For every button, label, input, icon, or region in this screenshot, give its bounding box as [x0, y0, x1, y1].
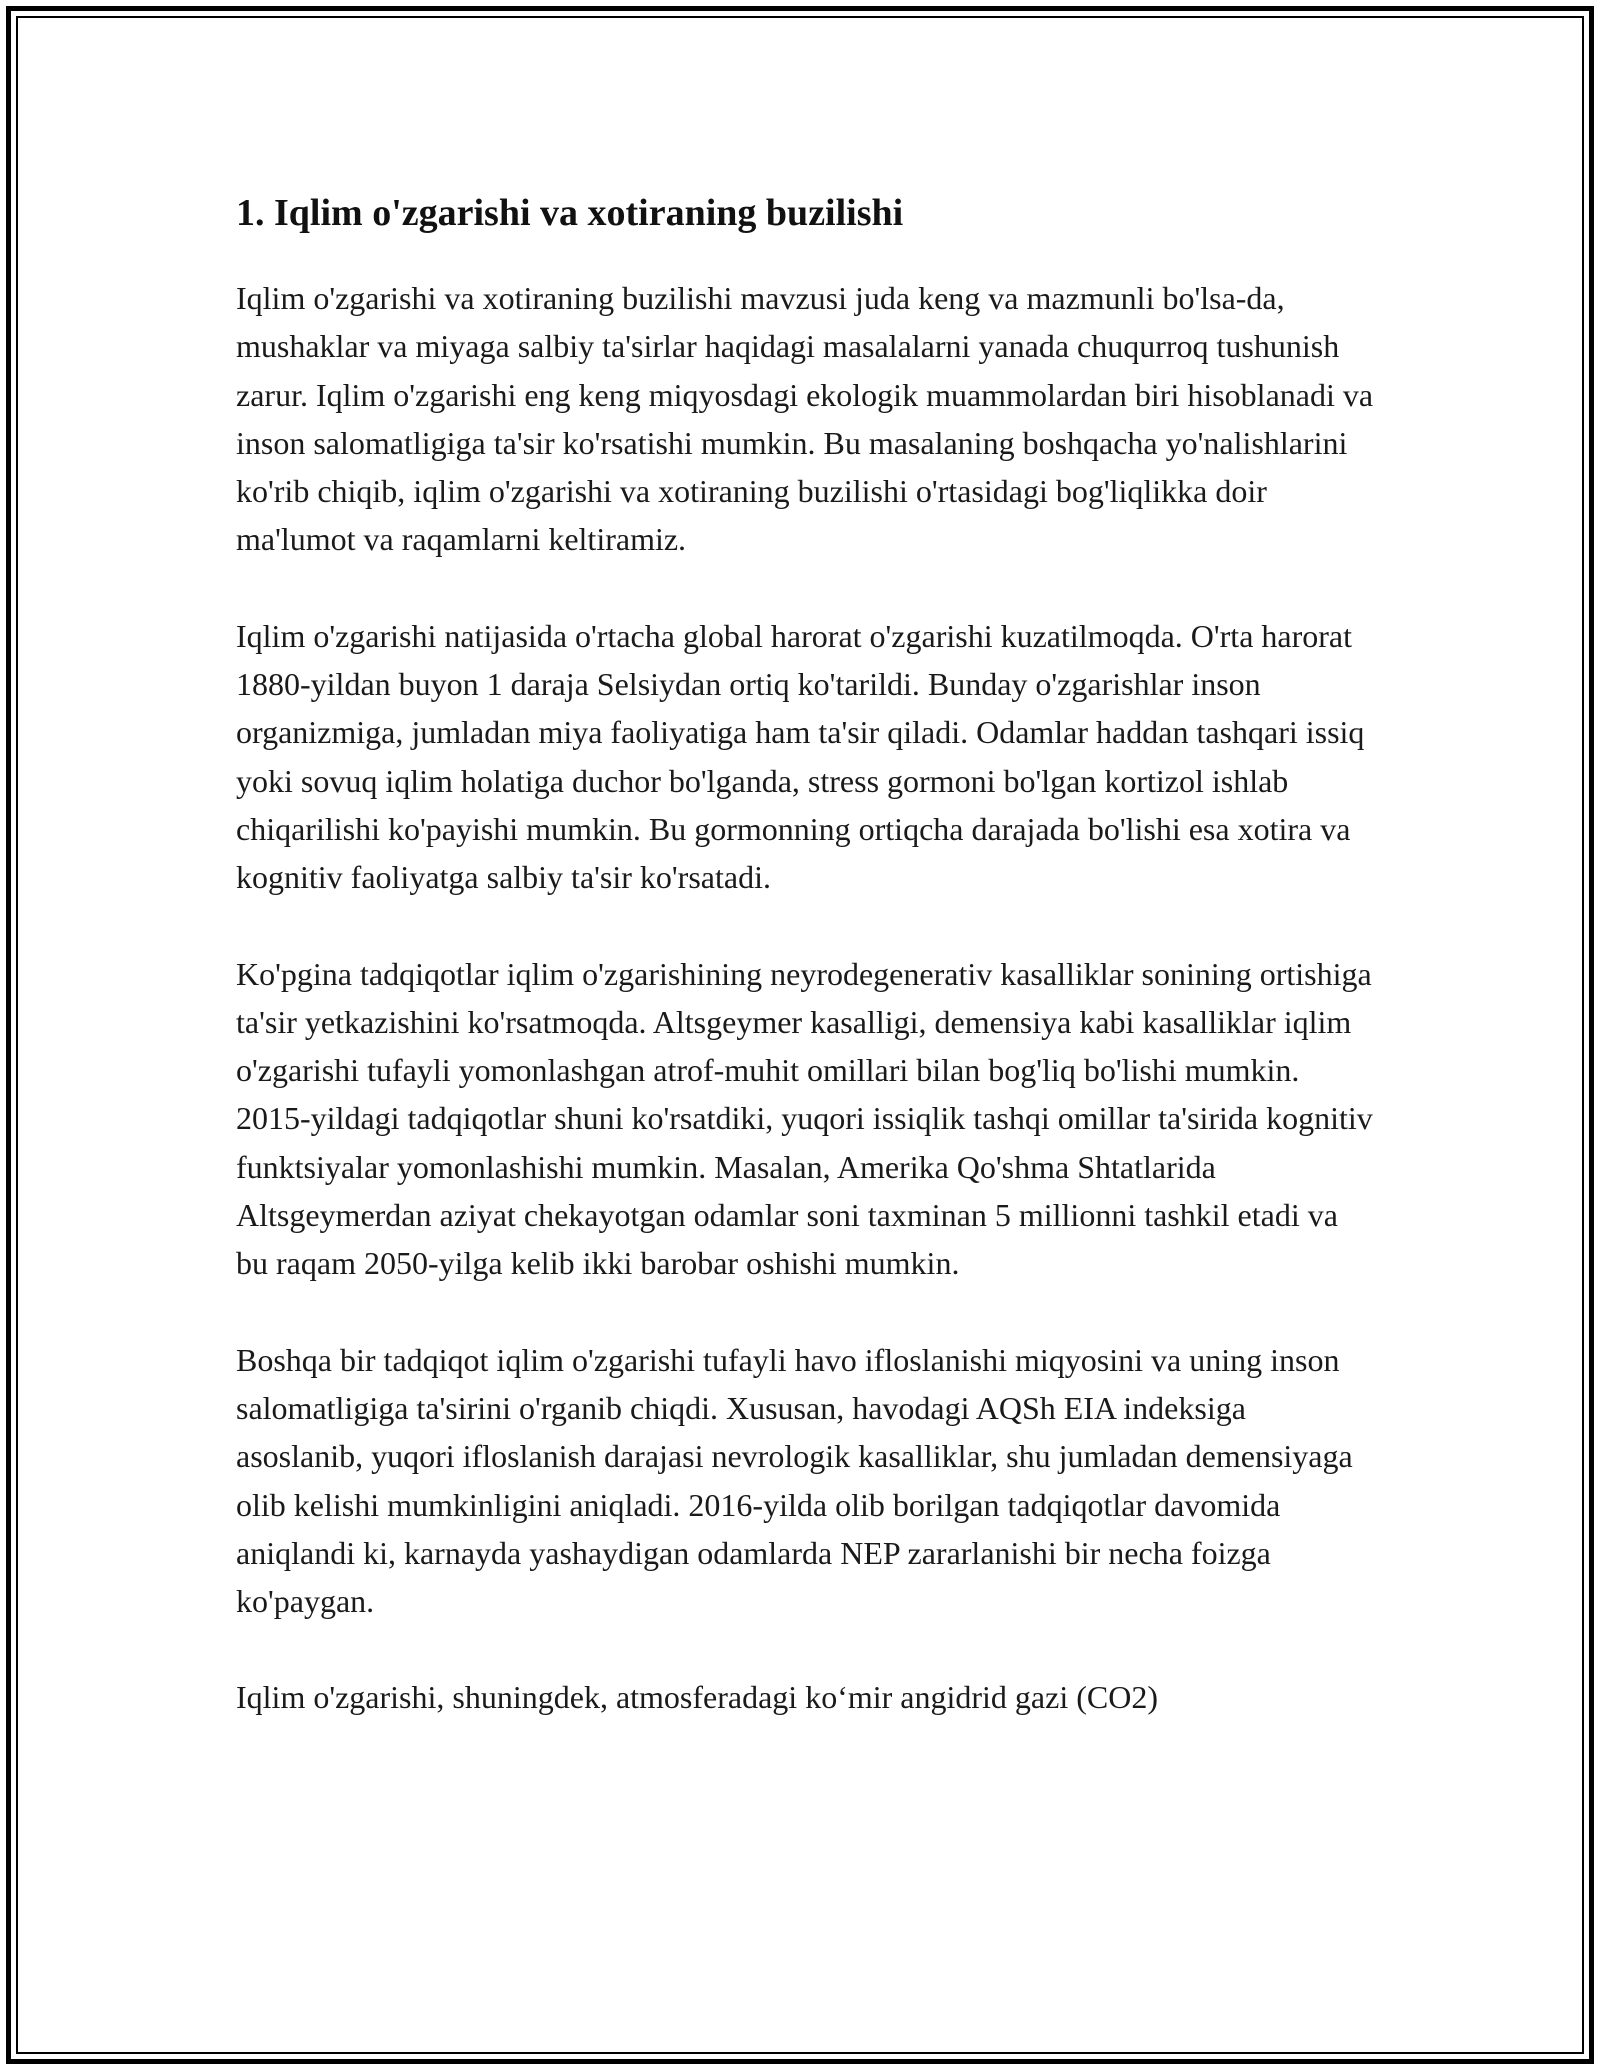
- section-heading: 1. Iqlim o'zgarishi va xotiraning buzilishi: [236, 192, 904, 234]
- paragraph-2: Iqlim o'zgarishi natijasida o'rtacha global harorat o'zgarishi kuzatilmoqda. O'rta harorat 1880-yildan buyon 1 daraja Selsiydan ortiq ko'tarildi. Bunday o'zgarishlar inson organizmiga, jumladan miya faoliyatiga ham ta'sir qiladi. Odamlar haddan tashqari issiq yoki sovuq iqlim holatiga duchor bo'lganda, stress gormoni bo'lgan kortizol ishlab chiqarilishi ko'payishi mumkin. Bu gormonning ortiqcha darajada bo'lishi esa xotira va kognitiv faoliyatga salbiy ta'sir ko'rsatadi.: [236, 617, 1365, 896]
- paragraph-3: Ko'pgina tadqiqotlar iqlim o'zgarishining neyrodegenerativ kasalliklar sonining ortishiga ta'sir yetkazishini ko'rsatmoqda. Altsgeymer kasalligi, demensiya kabi kasalliklar iqlim o'zgarishi tufayli yomonlashgan atrof-muhit omillari bilan bog'liq bo'lishi mumkin. 2015-yildagi tadqiqotlar shuni ko'rsatdiki, yuqori issiqlik tashqi omillar ta'sirida kognitiv funktsiyalar yomonlashishi mumkin. Masalan, Amerika Qo'shma Shtatlarida Altsgeymerdan aziyat chekayotgan odamlar soni taxminan 5 millionni tashkil etadi va bu raqam 2050-yilga kelib ikki barobar oshishi mumkin.: [236, 955, 1373, 1282]
- paragraph-4: Boshqa bir tadqiqot iqlim o'zgarishi tufayli havo ifloslanishi miqyosini va uning inson salomatligiga ta'sirini o'rganib chiqdi. Xususan, havodagi AQSh EIA indeksiga asoslanib, yuqori ifloslanish darajasi nevrologik kasalliklar, shu jumladan demensiyaga olib kelishi mumkinligini aniqladi. 2016-yilda olib borilgan tadqiqotlar davomida aniqlandi ki, karnayda yashaydigan odamlarda NEP zararlanishi bir necha foizga ko'paygan.: [236, 1341, 1353, 1620]
- document-body: [236, 185, 1376, 1770]
- paragraph-5: Iqlim o'zgarishi, shuningdek, atmosferadagi ko‘mir angidrid gazi (CO2): [236, 1679, 1158, 1716]
- paragraph-1: Iqlim o'zgarishi va xotiraning buzilishi mavzusi juda keng va mazmunli bo'lsa-da, mushaklar va miyaga salbiy ta'sirlar haqidagi masalalarni yanada chuqurroq tushunish zarur. Iqlim o'zgarishi eng keng miqyosdagi ekologik muammolardan biri hisoblanadi va inson salomatligiga ta'sir ko'rsatishi mumkin. Bu masalaning boshqacha yo'nalishlarini ko'rib chiqib, iqlim o'zgarishi va xotiraning buzilishi o'rtasidagi bog'liqlikka doir ma'lumot va raqamlarni keltiramiz.: [236, 280, 1374, 558]
